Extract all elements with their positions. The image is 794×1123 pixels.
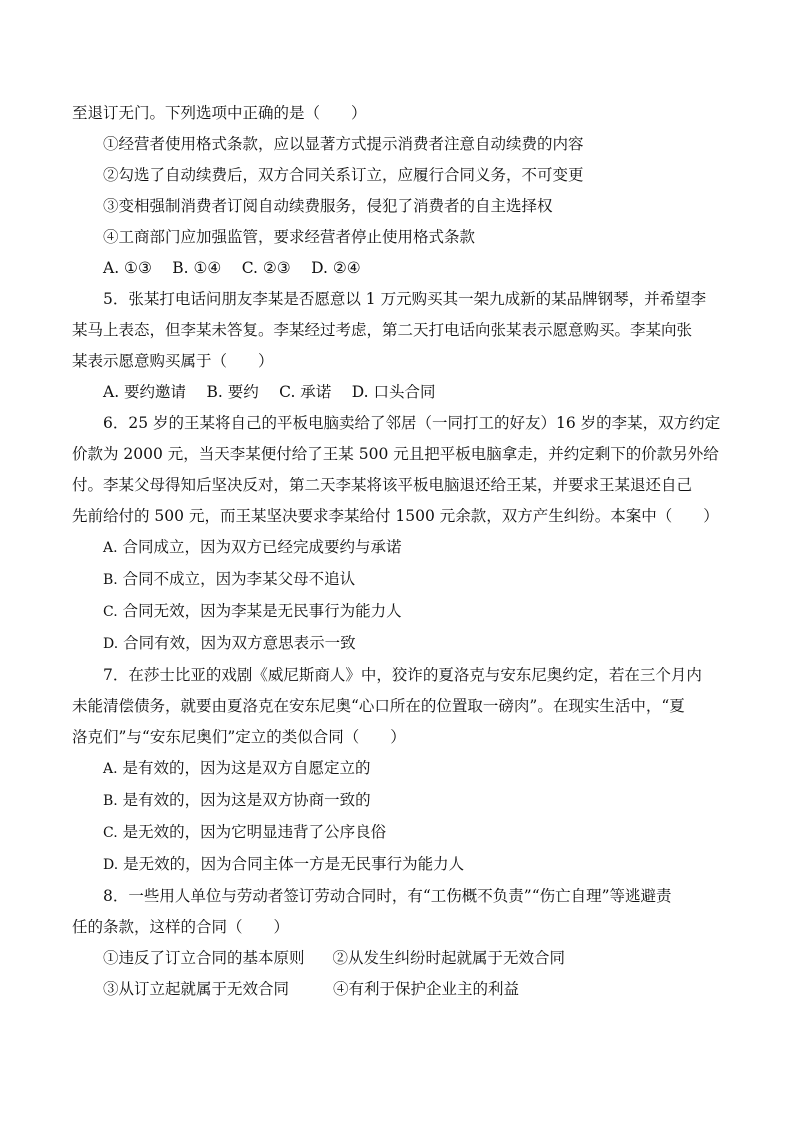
- option-letter: A.: [103, 540, 118, 556]
- option-text: 是无效的，因为它明显违背了公序良俗: [117, 823, 387, 841]
- q8-statement-4: ④有利于保护企业主的利益: [333, 980, 520, 998]
- q5-line-1: 5．张某打电话问朋友李某是否愿意以 1 万元购买其一架九成新的某品牌钢琴，并希望李: [103, 290, 707, 308]
- option-letter: C.: [103, 825, 118, 841]
- q8-statement-1: ①违反了订立合同的基本原则: [103, 949, 305, 967]
- option-text: 是有效的，因为这是双方协商一致的: [117, 791, 371, 809]
- q6-line-1: 6．25 岁的王某将自己的平板电脑卖给了邻居（一同打工的好友）16 岁的李某，双方约定: [103, 414, 721, 432]
- option-text: 是有效的，因为这是双方自愿定立的: [117, 759, 371, 777]
- question-text: [72, 98, 722, 1005]
- option-text: 合同成立，因为双方已经完成要约与承诺: [117, 538, 402, 556]
- option-letter: B.: [103, 572, 118, 588]
- q6-option-c: [72, 596, 722, 628]
- q7-line-2: 未能清偿债务，就要由夏洛克在安东尼奥“心口所在的位置取一磅肉”。在现实生活中，“夏: [72, 697, 685, 715]
- q4-tail: 至退订无门。下列选项中正确的是（ ）: [72, 104, 367, 122]
- option-letter: D.: [103, 857, 119, 873]
- q4-statement-4: ④工商部门应加强监管，要求经营者停止使用格式条款: [103, 228, 476, 246]
- q7-line-3: 洛克们”与“安东尼奥们”定立的类似合同（ ）: [72, 728, 406, 746]
- q8-statements-row-1: [72, 943, 722, 974]
- option-text: 合同有效，因为双方意思表示一致: [118, 634, 356, 652]
- q4-statement-3: ③变相强制消费者订阅自动续费服务，侵犯了消费者的自主选择权: [103, 197, 553, 215]
- q7-line-1: 7．在莎士比亚的戏剧《威尼斯商人》中，狡诈的夏洛克与安东尼奥约定，若在三个月内: [103, 666, 702, 684]
- option-letter: B.: [103, 793, 118, 809]
- option-letter: A.: [103, 761, 118, 777]
- q5-options: A. 要约邀请 B. 要约 C. 承诺 D. 口头合同: [103, 383, 436, 401]
- option-text: 合同不成立，因为李某父母不追认: [117, 570, 356, 588]
- q7-option-d: [72, 849, 722, 881]
- q8-line-2: 任的条款，这样的合同（ ）: [72, 918, 290, 936]
- q4-options: A. ①③ B. ①④ C. ②③ D. ②④: [103, 259, 361, 277]
- q5-line-3: 某表示愿意购买属于（ ）: [72, 352, 274, 370]
- option-letter: D.: [103, 636, 119, 652]
- q8-statements-row-2: [72, 974, 722, 1005]
- option-letter: C.: [103, 604, 118, 620]
- q6-option-a: [72, 532, 722, 564]
- option-text: 是无效的，因为合同主体一方是无民事行为能力人: [118, 855, 465, 873]
- q4-statement-1: ①经营者使用格式条款，应以显著方式提示消费者注意自动续费的内容: [103, 135, 584, 153]
- q8-line-1: 8．一些用人单位与劳动者签订劳动合同时，有“工伤概不负责”“伤亡自理”等逃避责: [103, 887, 672, 905]
- q5-line-2: 某马上表态，但李某未答复。李某经过考虑，第二天打电话向张某表示愿意购买。李某向张: [72, 321, 693, 339]
- q8-statement-3: ③从订立起就属于无效合同: [103, 980, 290, 998]
- q8-statement-2: ②从发生纠纷时起就属于无效合同: [332, 949, 566, 967]
- q6-line-3: 付。李某父母得知后坚决反对，第二天李某将该平板电脑退还给王某，并要求王某退还自己: [72, 476, 693, 494]
- q6-option-d: [72, 628, 722, 660]
- q4-statement-2: ②勾选了自动续费后，双方合同关系订立，应履行合同义务，不可变更: [103, 166, 584, 184]
- q6-option-b: [72, 564, 722, 596]
- q7-option-a: [72, 753, 722, 785]
- option-text: 合同无效，因为李某是无民事行为能力人: [117, 602, 402, 620]
- q6-line-4: 先前给付的 500 元，而王某坚决要求李某给付 1500 元余款，双方产生纠纷。本案中（ ）: [72, 507, 719, 525]
- q7-option-b: [72, 785, 722, 817]
- q6-line-2: 价款为 2000 元，当天李某便付给了王某 500 元且把平板电脑拿走，并约定剩下的价款另外给: [72, 445, 719, 463]
- q7-option-c: [72, 817, 722, 849]
